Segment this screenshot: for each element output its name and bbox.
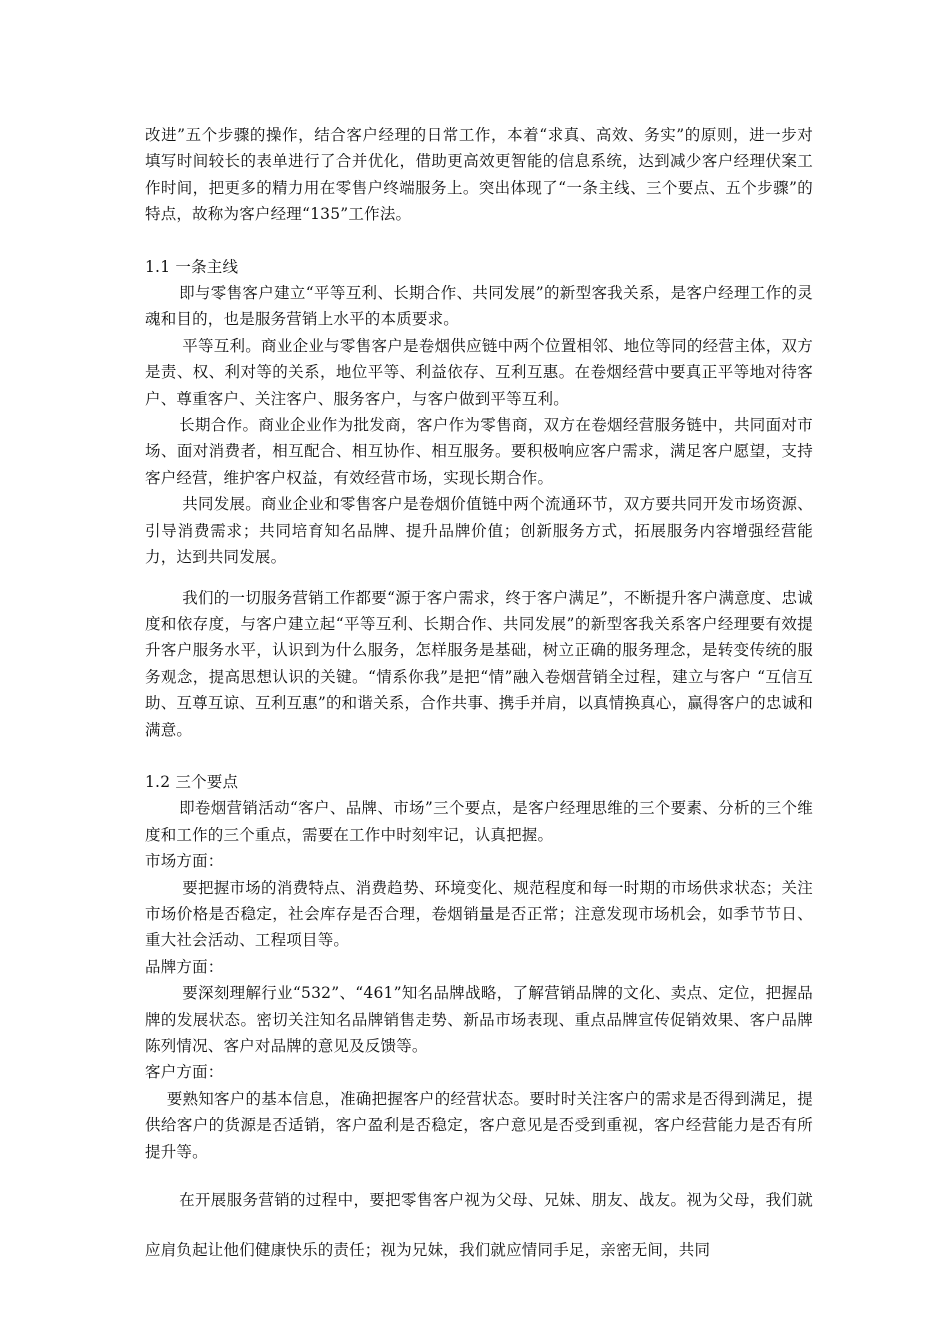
section1-paragraph-long-term: 长期合作。商业企业作为批发商，客户作为零售商，双方在卷烟经营服务链中，共同面对市场、面对消费者，相互配合、相互协作、相互服务。要积极响应客户需求，满足客户愿望，支持客户经营，维护客户权益，有效经营市场，实现长期合作。 xyxy=(145,416,813,487)
section1-paragraph-summary: 我们的一切服务营销工作都要“源于客户需求，终于客户满足”，不断提升客户满意度、忠诚度和依存度，与客户建立起“平等互利、长期合作、共同发展”的新型客我关系客户经理要有效提升客户服务水平，认识到为什么服务，怎样服务是基础，树立正确的服务理念，是转变传统的服务观念，提高思想认识的关键。“情系你我”是把“情”融入卷烟营销全过程，建立与客户 “互信互助、互尊互谅、互利互惠”的和谐关系，合作共事、携手并肩，以真情换真心，赢得客户的忠诚和满意。 xyxy=(145,588,813,739)
market-paragraph: 要把握市场的消费特点、消费趋势、环境变化、规范程度和每一时期的市场供求状态；关注市场价格是否稳定，社会库存是否合理，卷烟销量是否正常；注意发现市场机会，如季节节日、重大社会活动、工程项目等。 xyxy=(145,878,813,950)
section1-paragraph-equal-benefit: 平等互利。商业企业与零售客户是卷烟供应链中两个位置相邻、地位等同的经营主体，双方是责、权、利对等的关系，地位平等、利益依存、互利互惠。在卷烟经营中要真正平等地对待客户、尊重客户、关注客户、服务客户，与客户做到平等互利。 xyxy=(145,336,813,408)
section-heading-main-line: 1.1 一条主线 xyxy=(145,257,239,276)
market-label: 市场方面： xyxy=(145,852,224,871)
customer-paragraph: 要熟知客户的基本信息，准确把握客户的经营状态。要时时关注客户的需求是否得到满足，提供给客户的货源是否适销，客户盈利是否稳定，客户意见是否受到重视，客户经营能力是否有所提升等。 xyxy=(145,1089,813,1161)
section1-paragraph-common-development: 共同发展。商业企业和零售客户是卷烟价值链中两个流通环节，双方要共同开发市场资源、引导消费需求；共同培育知名品牌、提升品牌价值；创新服务方式，拓展服务内容增强经营能力，达到共同发展。 xyxy=(145,495,813,567)
final-paragraph: 在开展服务营销的过程中，要把零售客户视为父母、兄妹、朋友、战友。视为父母，我们就应肩负起让他们健康快乐的责任；视为兄妹，我们就应情同手足，亲密无间，共同 xyxy=(145,1191,813,1260)
intro-paragraph: 改进”五个步骤的操作，结合客户经理的日常工作，本着“求真、高效、务实”的原则，进一步对填写时间较长的表单进行了合并优化，借助更高效更智能的信息系统，达到减少客户经理伏案工作时间，把更多的精力用在零售户终端服务上。突出体现了“一条主线、三个要点、五个步骤”的特点，故称为客户经理“135”工作法。 xyxy=(145,126,813,224)
customer-label: 客户方面： xyxy=(145,1063,224,1082)
brand-paragraph: 要深刻理解行业“532”、“461”知名品牌战略，了解营销品牌的文化、卖点、定位，把握品牌的发展状态。密切关注知名品牌销售走势、新品市场表现、重点品牌宣传促销效果、客户品牌陈列情况、客户对品牌的意见及反馈等。 xyxy=(145,984,813,1055)
brand-label: 品牌方面： xyxy=(145,957,224,976)
section1-paragraph-1: 即与零售客户建立“平等互利、长期合作、共同发展”的新型客我关系，是客户经理工作的灵魂和目的，也是服务营销上水平的本质要求。 xyxy=(145,284,813,329)
section-heading-three-points: 1.2 三个要点 xyxy=(145,772,239,791)
section2-paragraph-1: 即卷烟营销活动“客户、品牌、市场”三个要点，是客户经理思维的三个要素、分析的三个维度和工作的三个重点，需要在工作中时刻牢记，认真把握。 xyxy=(145,799,813,844)
document-page xyxy=(145,122,813,1275)
